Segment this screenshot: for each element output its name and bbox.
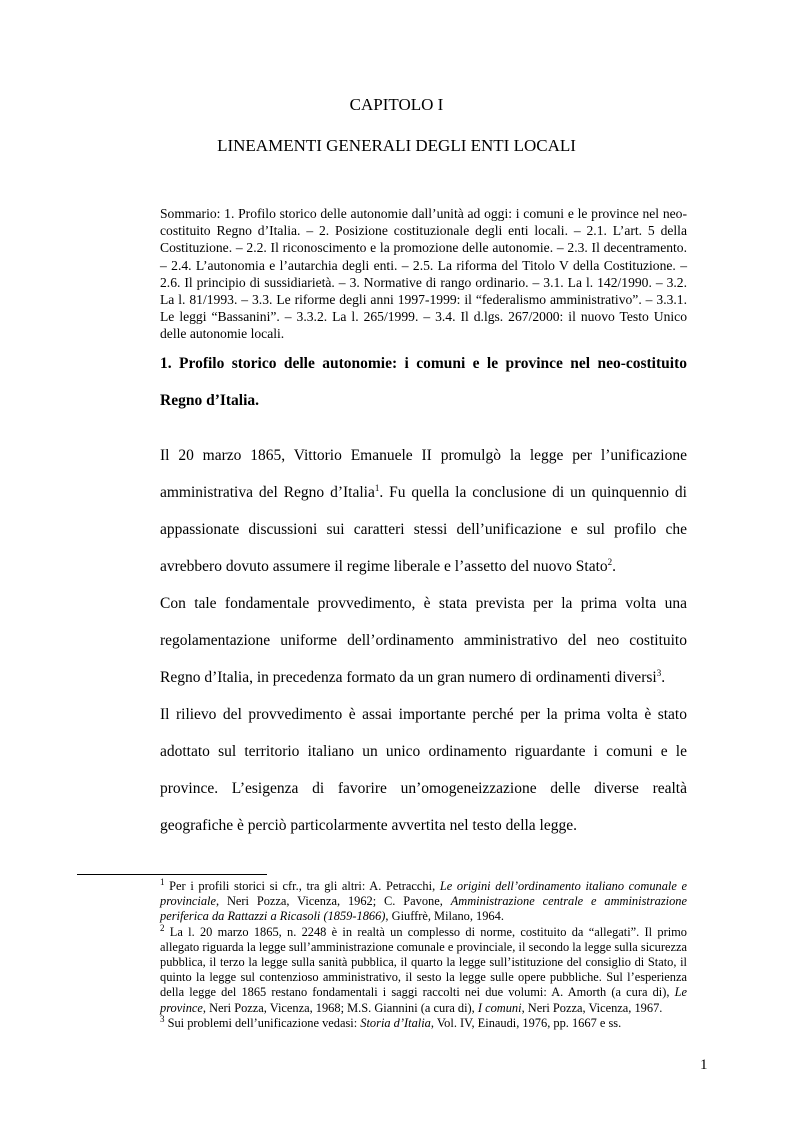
footnote-3-number: 3: [160, 1013, 165, 1024]
footnote-ref-3: 3: [656, 667, 662, 678]
chapter-subtitle: LINEAMENTI GENERALI DEGLI ENTI LOCALI: [217, 136, 576, 155]
footnote-ref-1: 1: [374, 482, 380, 493]
footnotes: [160, 876, 687, 1031]
footnote-2-text-c: , Neri Pozza, Vicenza, 1967.: [521, 1000, 663, 1015]
footnote-1-text-c: , Giuffrè, Milano, 1964.: [385, 909, 504, 924]
footnote-1-title-a: Le origini dell’ordinamento italiano comunale e provinciale: [160, 879, 687, 909]
footnote-2-text-a: La l. 20 marzo 1865, n. 2248 è in realtà un complesso di norme, costituito da “allegati”. Il primo allegato riguarda la legge sull’amministrazione comunale e provinciale, il secondo la legge sulla sicurezza pubblica, il terzo la legge sulla sanità pubblica, il quarto la legge sull’istituzione del consiglio di Stato, il quinto la legge sul contenzioso amministrativo, il sesto la legge sulle opere pubbliche. Sul l’esperienza della legge del 1865 restano fondamentali i saggi raccolti nei due volumi: A. Amorth (a cura di),: [160, 924, 687, 1000]
footnote-2-number: 2: [160, 922, 165, 933]
footnote-1-text-a: Per i profili storici si cfr., tra gli altri: A. Petracchi,: [164, 879, 440, 893]
footnote-3: [160, 1013, 687, 1031]
section-title: 1. Profilo storico delle autonomie: i comuni e le province nel neo-costituito Regno d’Italia.: [160, 355, 687, 409]
paragraph-1: [160, 437, 687, 585]
footnote-2-title-a: Le province: [160, 985, 687, 1015]
paragraph-2-text-a: Con tale fondamentale provvedimento, è stata prevista per la prima volta una regolamentazione uniforme dell’ordinamento amministrativo del neo costituito Regno d’Italia, in precedenza formato da un gran numero di ordinamenti diversi: [160, 595, 687, 686]
paragraph-1-text-c: .: [612, 558, 617, 575]
footnote-1-number: 1: [160, 876, 165, 887]
footnote-1: [160, 876, 687, 925]
footnote-3-text-b: , Vol. IV, Einaudi, 1976, pp. 1667 e ss.: [430, 1015, 622, 1030]
paragraph-3: Il rilievo del provvedimento è assai importante perché per la prima volta è stato adottato sul territorio italiano un unico ordinamento riguardante i comuni e le province. L’esigenza di favorire un’omogeneizzazione delle diverse realtà geografiche è perciò particolarmente avvertita nel testo della legge.: [160, 706, 687, 834]
footnote-2: [160, 922, 687, 1016]
paragraph-1-text-a: Il 20 marzo 1865, Vittorio Emanuele II promulgò la legge per l’unificazione amministrativa del Regno d’Italia: [160, 447, 687, 501]
footnote-1-title-b: Amministrazione centrale e amministrazione periferica da Rattazzi a Ricasoli (1859-1866): [160, 894, 687, 924]
footnote-ref-2: 2: [607, 556, 613, 567]
chapter-summary: Sommario: 1. Profilo storico delle autonomie dall’unità ad oggi: i comuni e le province nel neo-costituito Regno d’Italia. – 2. Posizione costituzionale degli enti locali. – 2.1. L’art. 5 della Costituzione. – 2.2. Il riconoscimento e la promozione delle autonomie. – 2.3. Il decentramento. – 2.4. L’autonomia e l’autarchia degli enti. – 2.5. La riforma del Titolo V della Costituzione. – 2.6. Il principio di sussidiarietà. – 3. Normative di rango ordinario. – 3.1. La l. 142/1990. – 3.2. La l. 81/1993. – 3.3. Le riforme degli anni 1997-1999: il “federalismo amministrativo”. – 3.3.1. Le leggi “Bassanini”. – 3.3.2. La l. 265/1999. – 3.4. Il d.lgs. 267/2000: il nuovo Testo Unico delle autonomie locali.: [160, 206, 687, 342]
chapter-title: CAPITOLO I: [349, 95, 444, 114]
footnote-2-title-b: I comuni: [477, 1000, 522, 1015]
footnote-3-text-a: Sui problemi dell’unificazione vedasi:: [164, 1015, 361, 1030]
body-text: [160, 437, 687, 844]
paragraph-1-text-b: . Fu quella la conclusione di un quinquennio di appassionate discussioni sui caratteri stessi dell’unificazione e sul profilo che avrebbero dovuto assumere il regime liberale e l’assetto del nuovo Stato: [160, 484, 687, 575]
footnote-3-title-a: Storia d’Italia: [360, 1015, 431, 1030]
footnote-separator: [77, 874, 267, 875]
paragraph-2: [160, 585, 687, 696]
footnote-2-text-b: , Neri Pozza, Vicenza, 1968; M.S. Giannini (a cura di),: [202, 1000, 478, 1015]
page-number: 1: [700, 1057, 708, 1073]
footnote-1-text-b: , Neri Pozza, Vicenza, 1962; C. Pavone,: [215, 894, 451, 909]
paragraph-2-text-b: .: [661, 669, 666, 686]
